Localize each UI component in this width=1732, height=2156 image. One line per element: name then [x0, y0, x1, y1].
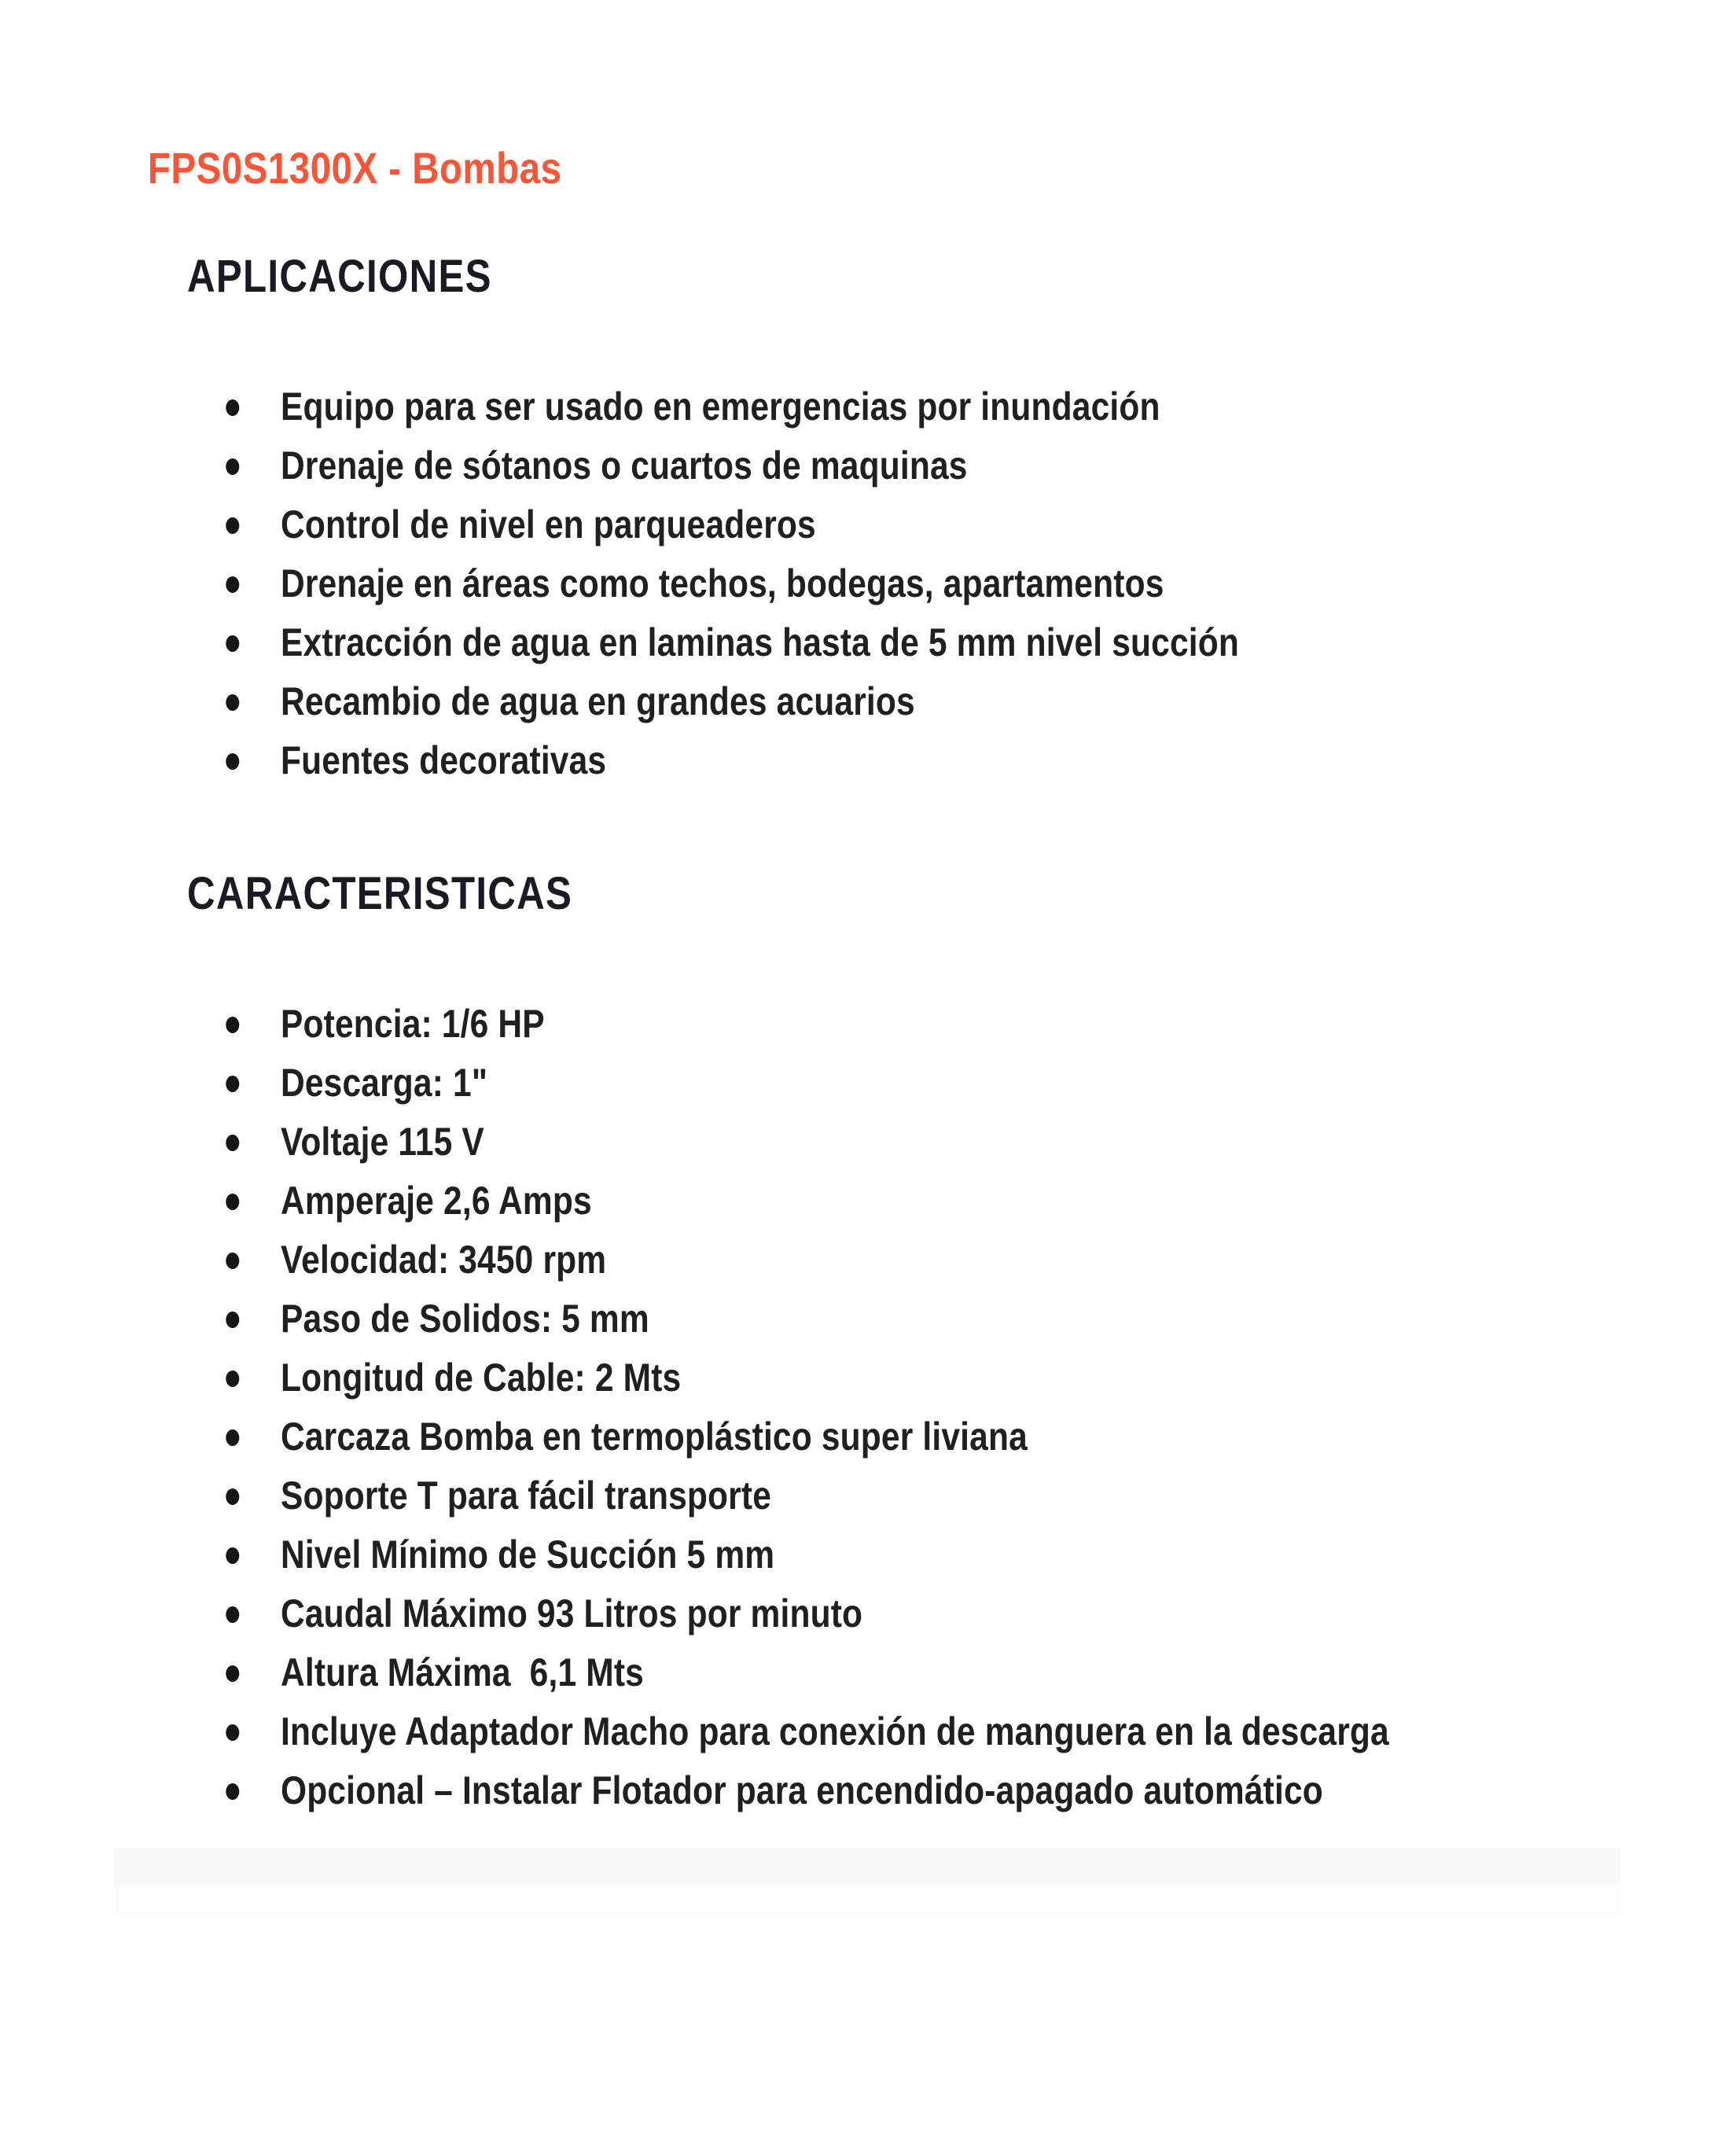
list-item-text: Voltaje 115 V	[281, 1120, 484, 1164]
list-item	[281, 1231, 1732, 1290]
list-item-text: Potencia: 1/6 HP	[281, 1002, 545, 1046]
section-caracteristicas	[0, 869, 1732, 1820]
section-aplicaciones	[0, 252, 1732, 790]
list-item	[281, 554, 1732, 613]
footer-divider-bar	[114, 1849, 1620, 1915]
page-title: FPS0S1300X - Bombas	[147, 143, 562, 193]
list-item	[281, 1407, 1732, 1466]
list-item-text: Paso de Solidos: 5 mm	[281, 1297, 649, 1341]
bullet-icon	[226, 1312, 239, 1328]
list-item	[281, 1348, 1732, 1407]
list-item-text: Equipo para ser usado en emergencias por inundación	[281, 384, 1160, 429]
list-item	[281, 1525, 1732, 1584]
bullet-icon	[226, 1488, 239, 1505]
list-item	[281, 1054, 1732, 1113]
section-heading-caracteristicas: CARACTERISTICAS	[187, 868, 573, 919]
list-item	[281, 1702, 1732, 1761]
list-item-text: Longitud de Cable: 2 Mts	[281, 1356, 682, 1400]
list-item-text: Descarga: 1"	[281, 1061, 488, 1105]
list-item	[281, 377, 1732, 436]
bullet-icon	[226, 1724, 239, 1741]
list-item	[281, 731, 1732, 790]
list-item	[281, 1113, 1732, 1172]
bullet-icon	[226, 517, 239, 534]
list-item-text: Drenaje de sótanos o cuartos de maquinas	[281, 443, 968, 487]
list-item	[281, 1643, 1732, 1702]
list-item-text: Recambio de agua en grandes acuarios	[281, 679, 915, 723]
list-item	[281, 1290, 1732, 1348]
list-item-text: Altura Máxima 6,1 Mts	[281, 1650, 644, 1694]
caracteristicas-list	[0, 995, 1732, 1820]
section-heading-aplicaciones: APLICACIONES	[187, 251, 492, 302]
bullet-icon	[226, 1253, 239, 1269]
list-item	[281, 1172, 1732, 1231]
list-item-text: Opcional – Instalar Flotador para encendido-apagado automático	[281, 1768, 1323, 1812]
bullet-icon	[226, 694, 239, 711]
list-item	[281, 672, 1732, 731]
bullet-icon	[226, 1429, 239, 1446]
bullet-icon	[226, 1194, 239, 1210]
list-item	[281, 1761, 1732, 1820]
bullet-icon	[226, 1606, 239, 1623]
list-item	[281, 436, 1732, 495]
list-item-text: Caudal Máximo 93 Litros por minuto	[281, 1591, 863, 1635]
list-item-text: Velocidad: 3450 rpm	[281, 1238, 607, 1282]
bullet-icon	[226, 1135, 239, 1151]
bullet-icon	[226, 1665, 239, 1682]
list-item-text: Amperaje 2,6 Amps	[281, 1179, 592, 1223]
list-item-text: Soporte T para fácil transporte	[281, 1474, 772, 1518]
list-item-text: Nivel Mínimo de Succión 5 mm	[281, 1532, 775, 1577]
bullet-icon	[226, 1076, 239, 1092]
list-item-text: Extracción de agua en laminas hasta de 5 mm nivel succión	[281, 620, 1240, 664]
list-item	[281, 995, 1732, 1054]
bullet-icon	[226, 1017, 239, 1033]
list-item-text: Drenaje en áreas como techos, bodegas, apartamentos	[281, 561, 1164, 605]
list-item-text: Fuentes decorativas	[281, 738, 607, 782]
document-body	[0, 143, 1732, 1915]
bullet-icon	[226, 1783, 239, 1800]
list-item	[281, 495, 1732, 554]
list-item-text: Control de nivel en parqueaderos	[281, 502, 816, 546]
list-item	[281, 1466, 1732, 1525]
bullet-icon	[226, 1547, 239, 1564]
list-item-text: Carcaza Bomba en termoplástico super liviana	[281, 1415, 1028, 1459]
bullet-icon	[226, 458, 239, 475]
bullet-icon	[226, 576, 239, 593]
bullet-icon	[226, 635, 239, 652]
list-item-text: Incluye Adaptador Macho para conexión de manguera en la descarga	[281, 1709, 1389, 1753]
list-item	[281, 1584, 1732, 1643]
bullet-icon	[226, 1370, 239, 1387]
list-item	[281, 613, 1732, 672]
bullet-icon	[226, 399, 239, 416]
bullet-icon	[226, 753, 239, 770]
aplicaciones-list	[0, 377, 1732, 790]
